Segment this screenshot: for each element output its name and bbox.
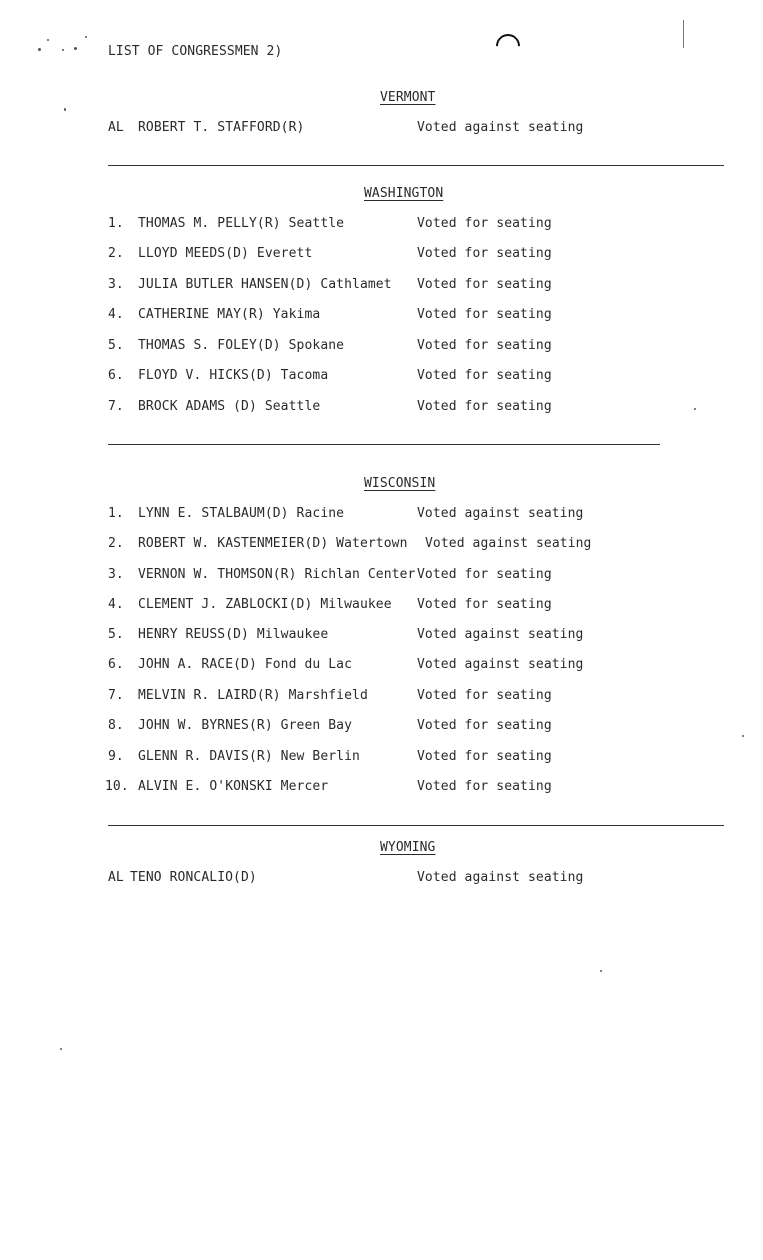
scan-speck: [64, 108, 66, 111]
member-vote: Voted for seating: [417, 246, 552, 261]
member-number: 7.: [108, 399, 124, 414]
member-number: AL: [108, 870, 124, 885]
member-number: 9.: [108, 749, 124, 764]
member-number: 1.: [108, 506, 124, 521]
scan-speck: [62, 49, 64, 51]
member-vote: Voted for seating: [417, 307, 552, 322]
member-number: 4.: [108, 307, 124, 322]
member-name: HENRY REUSS(D) Milwaukee: [138, 627, 329, 642]
member-vote: Voted against seating: [417, 627, 584, 642]
member-number: 2.: [108, 536, 124, 551]
member-vote: Voted against seating: [417, 506, 584, 521]
member-vote: Voted against seating: [417, 870, 584, 885]
scan-speck: [38, 48, 41, 51]
scan-speck: [694, 408, 696, 410]
member-number: 6.: [108, 657, 124, 672]
scan-mark: [683, 20, 684, 48]
member-name: GLENN R. DAVIS(R) New Berlin: [138, 749, 360, 764]
member-vote: Voted for seating: [417, 277, 552, 292]
member-vote: Voted for seating: [417, 368, 552, 383]
document-title: LIST OF CONGRESSMEN: [108, 44, 259, 59]
member-number: 3.: [108, 277, 124, 292]
member-vote: Voted against seating: [417, 657, 584, 672]
member-vote: Voted for seating: [417, 567, 552, 582]
state-heading-vermont: VERMONT: [380, 90, 436, 105]
member-name: JOHN W. BYRNES(R) Green Bay: [138, 718, 353, 733]
member-number: 5.: [108, 627, 124, 642]
state-heading-washington: WASHINGTON: [364, 186, 444, 201]
member-number: 1.: [108, 216, 124, 231]
member-vote: Voted for seating: [417, 216, 552, 231]
member-number: 5.: [108, 338, 124, 353]
member-vote: Voted for seating: [417, 597, 552, 612]
member-name: FLOYD V. HICKS(D) Tacoma: [138, 368, 329, 383]
member-number: 7.: [108, 688, 124, 703]
state-heading-wisconsin: WISCONSIN: [364, 476, 436, 491]
member-name: LYNN E. STALBAUM(D) Racine: [138, 506, 345, 521]
member-name: MELVIN R. LAIRD(R) Marshfield: [138, 688, 368, 703]
member-name: JOHN A. RACE(D) Fond du Lac: [138, 657, 353, 672]
member-vote: Voted for seating: [417, 718, 552, 733]
page-heading: [108, 44, 282, 60]
page-marker: 2): [266, 44, 283, 59]
scan-speck: [600, 970, 602, 972]
member-number: 6.: [108, 368, 124, 383]
member-name: THOMAS S. FOLEY(D) Spokane: [138, 338, 345, 353]
scan-speck: [742, 735, 744, 737]
member-number: 2.: [108, 246, 124, 261]
scan-speck: [85, 36, 87, 38]
member-name: VERNON W. THOMSON(R) Richlan Center: [138, 567, 416, 582]
member-number: 10.: [105, 779, 129, 794]
member-vote: Voted for seating: [417, 399, 552, 414]
member-name: ROBERT T. STAFFORD(R): [138, 120, 305, 135]
member-name: CATHERINE MAY(R) Yakima: [138, 307, 321, 322]
scan-speck: [60, 1048, 62, 1050]
member-name: ROBERT W. KASTENMEIER(D) Watertown: [138, 536, 408, 551]
member-name: BROCK ADAMS (D) Seattle: [138, 399, 321, 414]
section-divider: [108, 825, 724, 826]
state-heading-wyoming: WYOMING: [380, 840, 436, 855]
member-name: CLEMENT J. ZABLOCKI(D) Milwaukee: [138, 597, 392, 612]
scan-speck: [74, 47, 77, 50]
section-divider: [108, 444, 660, 445]
punch-hole-mark: [491, 29, 525, 63]
member-number: 3.: [108, 567, 124, 582]
member-number: AL: [108, 120, 124, 135]
member-vote: Voted for seating: [417, 688, 552, 703]
member-name: THOMAS M. PELLY(R) Seattle: [138, 216, 345, 231]
member-vote: Voted against seating: [417, 120, 584, 135]
section-divider: [108, 165, 724, 166]
member-number: 4.: [108, 597, 124, 612]
member-vote: Voted for seating: [417, 338, 552, 353]
member-name: ALVIN E. O'KONSKI Mercer: [138, 779, 329, 794]
member-name: LLOYD MEEDS(D) Everett: [138, 246, 313, 261]
member-vote: Voted against seating: [425, 536, 592, 551]
member-vote: Voted for seating: [417, 779, 552, 794]
scan-speck: [47, 39, 49, 41]
member-name: TENO RONCALIO(D): [130, 870, 257, 885]
member-name: JULIA BUTLER HANSEN(D) Cathlamet: [138, 277, 392, 292]
member-vote: Voted for seating: [417, 749, 552, 764]
member-number: 8.: [108, 718, 124, 733]
